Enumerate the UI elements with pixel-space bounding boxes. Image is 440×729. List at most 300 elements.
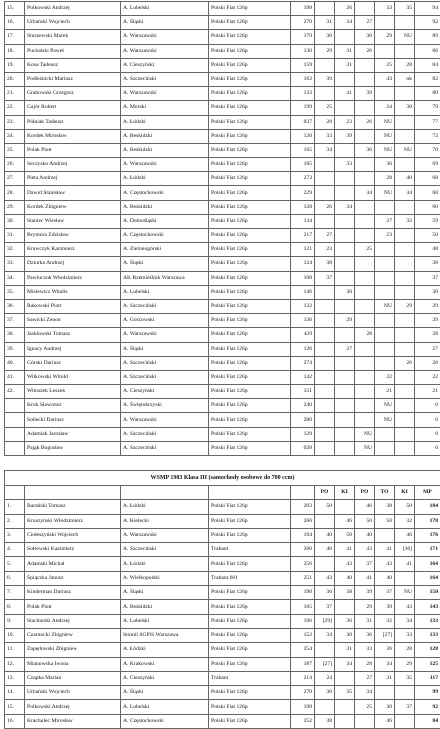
round-1-cell: 28 (315, 115, 335, 129)
driver-cell: Stuszewski Marek (25, 30, 121, 44)
round-5-cell: 34 (395, 186, 415, 200)
round-4-cell: 27 (375, 214, 395, 228)
start-number-cell: 198 (291, 2, 315, 16)
round-2-cell: 39 (335, 129, 355, 143)
header-blank (25, 486, 121, 500)
table-row (5, 342, 440, 356)
club-cell: A. Warszawski (121, 87, 209, 101)
start-number-cell: 196 (291, 614, 315, 628)
round-1-cell: 37 (315, 600, 335, 614)
round-1-cell (315, 186, 335, 200)
round-2-cell (335, 186, 355, 200)
place-cell: 38. (5, 328, 25, 342)
table-gap (4, 456, 440, 470)
driver-cell: Pająk Bogusław (25, 441, 121, 455)
round-3-cell: 29 (355, 600, 375, 614)
table-row (5, 671, 440, 685)
table-row (5, 543, 440, 557)
round-2-cell (335, 72, 355, 86)
table-row (5, 172, 440, 186)
total-cell: 164 (415, 571, 440, 585)
car-cell: Polski Fiat 126p (209, 186, 291, 200)
total-cell: 125 (415, 657, 440, 671)
round-4-cell: 40 (375, 571, 395, 585)
place-cell: 19. (5, 58, 25, 72)
round-2-cell (335, 257, 355, 271)
round-5-cell: 41 (395, 557, 415, 571)
start-number-cell: 194 (291, 528, 315, 542)
round-1-cell: 50 (315, 500, 335, 514)
header-blank (121, 486, 209, 500)
round-4-cell (375, 342, 395, 356)
car-cell: Polski Fiat 126p (209, 44, 291, 58)
table-row (5, 557, 440, 571)
round-2-cell (335, 399, 355, 413)
driver-cell: Kruk Sławomir (25, 399, 121, 413)
total-cell: 38 (415, 257, 440, 271)
total-cell: 60 (415, 200, 440, 214)
driver-cell: Kordek Zbigniew (25, 200, 121, 214)
round-4-cell (375, 328, 395, 342)
total-cell: 117 (415, 671, 440, 685)
round-5-cell (395, 271, 415, 285)
round-1-cell: 33 (315, 129, 335, 143)
place-cell: 32. (5, 243, 25, 257)
round-5-cell (395, 44, 415, 58)
club-cell: A. Gorzowski (121, 314, 209, 328)
round-2-cell (335, 172, 355, 186)
round-4-cell: 39 (375, 600, 395, 614)
round-1-cell: 38 (315, 714, 335, 728)
round-4-cell: 38 (375, 500, 395, 514)
round-2-cell: 31 (335, 44, 355, 58)
car-cell: Polski Fiat 126p (209, 628, 291, 642)
club-cell: A. Warszawski (121, 158, 209, 172)
table-row (5, 271, 440, 285)
round-2-cell: 30 (335, 628, 355, 642)
round-2-cell: 34 (335, 16, 355, 30)
round-4-cell: 22 (375, 370, 395, 384)
round-2-cell (335, 243, 355, 257)
round-4-cell: 23 (375, 229, 395, 243)
round-1-cell (315, 299, 335, 313)
place-cell: 23. (5, 115, 25, 129)
round-5-cell (395, 87, 415, 101)
start-number-cell: 214 (291, 671, 315, 685)
car-cell: Polski Fiat 126p (209, 500, 291, 514)
round-2-cell: 41 (335, 87, 355, 101)
club-cell: A. Lubelski (121, 2, 209, 16)
start-number-cell: 203 (291, 500, 315, 514)
round-3-cell (355, 101, 375, 115)
round-5-cell: 32 (395, 214, 415, 228)
place-cell: 11. (5, 643, 25, 657)
club-cell: A. Szczeciński (121, 72, 209, 86)
start-number-cell: 128 (291, 200, 315, 214)
car-cell: Polski Fiat 126p (209, 172, 291, 186)
round-1-cell (315, 285, 335, 299)
round-3-cell (355, 714, 375, 728)
driver-cell: Misiewicz Witalis (25, 285, 121, 299)
round-5-cell (395, 413, 415, 427)
round-3-cell (355, 72, 375, 86)
start-number-cell: 179 (291, 30, 315, 44)
total-cell: 176 (415, 528, 440, 542)
round-4-cell: 24 (375, 101, 395, 115)
club-cell: A. Śląski (121, 342, 209, 356)
table-row (5, 2, 440, 16)
round-5-cell: NU (395, 586, 415, 600)
start-number-cell: 142 (291, 370, 315, 384)
header-cell: MP (415, 486, 440, 500)
round-5-cell (395, 243, 415, 257)
start-number-cell: 134 (291, 214, 315, 228)
table-row (5, 16, 440, 30)
round-5-cell (395, 229, 415, 243)
car-cell: Polski Fiat 126p (209, 229, 291, 243)
table-row (5, 427, 440, 441)
car-cell: Polski Fiat 126p (209, 342, 291, 356)
driver-cell: Stachurski Andrzej (25, 614, 121, 628)
start-number-cell: 270 (291, 16, 315, 30)
table-row (5, 441, 440, 455)
table-row (5, 314, 440, 328)
round-1-cell: 34 (315, 143, 335, 157)
start-number-cell: 108 (291, 271, 315, 285)
round-1-cell (315, 87, 335, 101)
round-3-cell (355, 214, 375, 228)
club-cell: A. Śląski (121, 686, 209, 700)
start-number-cell: 273 (291, 172, 315, 186)
start-number-cell: 028 (291, 441, 315, 455)
round-2-cell (335, 714, 355, 728)
table-row (5, 643, 440, 657)
place-cell: 33. (5, 257, 25, 271)
place-cell: 40. (5, 356, 25, 370)
header-cell: PO (355, 486, 375, 500)
round-3-cell (355, 342, 375, 356)
round-1-cell: 29 (315, 44, 335, 58)
table-row (5, 186, 440, 200)
table-row (5, 115, 440, 129)
place-cell: 7. (5, 586, 25, 600)
total-cell: 84 (415, 58, 440, 72)
round-3-cell (355, 172, 375, 186)
round-5-cell: 35 (395, 2, 415, 16)
driver-cell: Krawczyk Kazimierz (25, 243, 121, 257)
start-number-cell: 429 (291, 328, 315, 342)
place-cell: 16. (5, 16, 25, 30)
table-row (5, 370, 440, 384)
start-number-cell: 274 (291, 356, 315, 370)
car-cell: Polski Fiat 126p (209, 614, 291, 628)
total-cell: 99 (415, 686, 440, 700)
round-2-cell (335, 427, 355, 441)
table-row (5, 700, 440, 714)
round-3-cell: 26 (355, 44, 375, 58)
driver-cell: Mianowska Iwona (25, 657, 121, 671)
car-cell: Polski Fiat 126p (209, 686, 291, 700)
driver-cell: Półniak Tadeusz (25, 115, 121, 129)
round-4-cell: 30 (375, 700, 395, 714)
round-3-cell: 39 (355, 87, 375, 101)
round-1-cell (315, 158, 335, 172)
club-cell: A. Beskidzki (121, 129, 209, 143)
round-1-cell: 43 (315, 571, 335, 585)
round-4-cell (375, 427, 395, 441)
table-row (5, 586, 440, 600)
round-5-cell: [36] (395, 543, 415, 557)
round-5-cell: 34 (395, 614, 415, 628)
place-cell: 29. (5, 200, 25, 214)
total-cell: 143 (415, 600, 440, 614)
driver-cell: Urbański Wojciech (25, 686, 121, 700)
start-number-cell: 159 (291, 58, 315, 72)
round-1-cell (315, 557, 335, 571)
round-4-cell: 43 (375, 72, 395, 86)
start-number-cell: 133 (291, 87, 315, 101)
total-cell: 178 (415, 514, 440, 528)
driver-cell: Kosa Tadeusz (25, 58, 121, 72)
driver-cell: Kruszyński Włodzimierz (25, 514, 121, 528)
round-2-cell: 31 (335, 58, 355, 72)
start-number-cell: 187 (291, 657, 315, 671)
start-number-cell: 266 (291, 514, 315, 528)
club-cell: A. Lubelski (121, 614, 209, 628)
driver-cell: Kordek Mirosław (25, 129, 121, 143)
start-number-cell: 240 (291, 399, 315, 413)
round-4-cell: [27] (375, 628, 395, 642)
round-1-cell (315, 514, 335, 528)
round-5-cell: 28 (395, 643, 415, 657)
driver-cell: Zapędowski Zbigniew (25, 643, 121, 657)
car-cell: Polski Fiat 126p (209, 370, 291, 384)
round-3-cell (355, 58, 375, 72)
round-4-cell (375, 285, 395, 299)
total-cell: 80 (415, 87, 440, 101)
place-cell: 42. (5, 385, 25, 399)
round-5-cell: 29 (395, 657, 415, 671)
round-3-cell (355, 229, 375, 243)
driver-cell: Kinderman Dariusz (25, 586, 121, 600)
round-1-cell (315, 342, 335, 356)
round-4-cell: NU (375, 129, 395, 143)
car-cell: Trabant (209, 543, 291, 557)
club-cell: A. Kielecki (121, 514, 209, 528)
header-cell: PO (315, 486, 335, 500)
place-cell: 14. (5, 686, 25, 700)
table-row (5, 229, 440, 243)
round-5-cell: 50 (395, 500, 415, 514)
total-cell: 79 (415, 101, 440, 115)
car-cell: Polski Fiat 126p (209, 299, 291, 313)
round-2-cell: 34 (335, 200, 355, 214)
driver-cell: Puchalski Paweł (25, 44, 121, 58)
round-4-cell: 33 (375, 2, 395, 16)
round-3-cell (355, 200, 375, 214)
round-4-cell (375, 271, 395, 285)
round-4-cell (375, 257, 395, 271)
round-1-cell: 37 (315, 271, 335, 285)
round-3-cell: 37 (355, 557, 375, 571)
driver-cell: Dawid Stanisław (25, 186, 121, 200)
driver-cell: Brymora Zdzisław (25, 229, 121, 243)
round-1-cell (315, 2, 335, 16)
car-cell: Polski Fiat 126p (209, 314, 291, 328)
round-5-cell (395, 285, 415, 299)
driver-cell: Seczysko Andrzej (25, 158, 121, 172)
round-4-cell: 37 (375, 586, 395, 600)
place-cell: 17. (5, 30, 25, 44)
driver-cell: Czarnocki Zbigniew (25, 628, 121, 642)
table-row (5, 129, 440, 143)
car-cell: Polski Fiat 126p (209, 143, 291, 157)
start-number-cell: 037 (291, 115, 315, 129)
table-row (5, 257, 440, 271)
round-3-cell: 33 (355, 643, 375, 657)
round-3-cell: 28 (355, 328, 375, 342)
total-cell: 0 (415, 399, 440, 413)
car-cell: Polski Fiat 126p (209, 385, 291, 399)
round-2-cell: 23 (335, 115, 355, 129)
club-cell: A. Świętokrzyski (121, 399, 209, 413)
round-2-cell: 46 (335, 514, 355, 528)
club-cell: A. Szczeciński (121, 370, 209, 384)
round-4-cell: 25 (375, 58, 395, 72)
start-number-cell: 152 (291, 628, 315, 642)
place-cell: 6. (5, 571, 25, 585)
total-cell: 69 (415, 158, 440, 172)
round-3-cell (355, 385, 375, 399)
car-cell: Polski Fiat 126p (209, 2, 291, 16)
round-4-cell: NU (375, 186, 395, 200)
club-cell: A. Śląski (121, 257, 209, 271)
driver-cell: Pawluczuk Włodzimierz (25, 271, 121, 285)
round-4-cell: NU (375, 399, 395, 413)
round-3-cell: 36 (355, 143, 375, 157)
round-2-cell (335, 101, 355, 115)
car-cell: Polski Fiat 126p (209, 356, 291, 370)
table-row (5, 657, 440, 671)
place-cell: 18. (5, 44, 25, 58)
start-number-cell: 190 (291, 586, 315, 600)
driver-cell: Staniec Wiesław (25, 214, 121, 228)
total-cell: 68 (415, 172, 440, 186)
start-number-cell: 217 (291, 229, 315, 243)
driver-cell: Śpiączka Janusz (25, 571, 121, 585)
total-cell: 86 (415, 44, 440, 58)
round-3-cell: 36 (355, 628, 375, 642)
total-cell: 77 (415, 115, 440, 129)
round-4-cell: 21 (375, 385, 395, 399)
round-3-cell (355, 370, 375, 384)
round-4-cell (375, 44, 395, 58)
round-1-cell: 40 (315, 528, 335, 542)
place-cell: 25. (5, 143, 25, 157)
round-5-cell (395, 714, 415, 728)
round-1-cell (315, 413, 335, 427)
place-cell: 24. (5, 129, 25, 143)
header-blank (5, 486, 25, 500)
car-cell: Polski Fiat 126p (209, 514, 291, 528)
round-4-cell: NU (375, 115, 395, 129)
round-5-cell: 37 (395, 700, 415, 714)
header-cell: KI (335, 486, 355, 500)
table-row (5, 214, 440, 228)
round-4-cell (375, 87, 395, 101)
round-1-cell (315, 214, 335, 228)
round-1-cell: 23 (315, 243, 335, 257)
club-cell: A. Lubelski (121, 285, 209, 299)
round-2-cell (335, 370, 355, 384)
total-cell: 94 (415, 2, 440, 16)
place-cell: 15. (5, 2, 25, 16)
round-1-cell (315, 370, 335, 384)
place-cell: 20. (5, 72, 25, 86)
round-3-cell: 25 (355, 700, 375, 714)
round-5-cell: 28 (395, 58, 415, 72)
place-cell: 21. (5, 87, 25, 101)
car-cell: Polski Fiat 126p (209, 285, 291, 299)
table-row (5, 72, 440, 86)
club-cell: AK Rzemieślnik Warszawa (121, 271, 209, 285)
round-5-cell: nk (395, 72, 415, 86)
car-cell: Polski Fiat 126p (209, 158, 291, 172)
table-row (5, 44, 440, 58)
round-1-cell: 34 (315, 628, 335, 642)
round-1-cell (315, 172, 335, 186)
driver-cell: Pieta Andrzej (25, 172, 121, 186)
table-row (5, 514, 440, 528)
table-row (5, 413, 440, 427)
total-cell: 27 (415, 342, 440, 356)
round-3-cell: 31 (355, 614, 375, 628)
total-cell: 164 (415, 557, 440, 571)
club-cell: A. Warszawski (121, 44, 209, 58)
place-cell: 30. (5, 214, 25, 228)
club-cell: A. Łódzki (121, 643, 209, 657)
total-cell: 28 (415, 328, 440, 342)
round-2-cell (335, 229, 355, 243)
driver-cell: Dziurka Andrzej (25, 257, 121, 271)
round-5-cell (395, 686, 415, 700)
total-cell: 82 (415, 72, 440, 86)
round-5-cell (395, 427, 415, 441)
header-blank (209, 486, 291, 500)
club-cell: A. Szczeciński (121, 441, 209, 455)
place-cell (5, 427, 25, 441)
table-row (5, 571, 440, 585)
round-3-cell (355, 257, 375, 271)
round-3-cell: 30 (355, 30, 375, 44)
start-number-cell: 124 (291, 257, 315, 271)
round-5-cell (395, 314, 415, 328)
club-cell: Stomil SGPiS Warszawa (121, 628, 209, 642)
driver-cell: Krachulec Mirosław (25, 714, 121, 728)
round-1-cell (315, 328, 335, 342)
round-2-cell (335, 271, 355, 285)
club-cell: A. Śląski (121, 16, 209, 30)
round-1-cell: [27] (315, 657, 335, 671)
round-1-cell: 24 (315, 671, 335, 685)
round-1-cell: 30 (315, 686, 335, 700)
start-number-cell: 185 (291, 158, 315, 172)
round-3-cell: NU (355, 427, 375, 441)
place-cell (5, 441, 25, 455)
table-row (5, 600, 440, 614)
round-3-cell: 50 (355, 514, 375, 528)
round-3-cell: 25 (355, 243, 375, 257)
